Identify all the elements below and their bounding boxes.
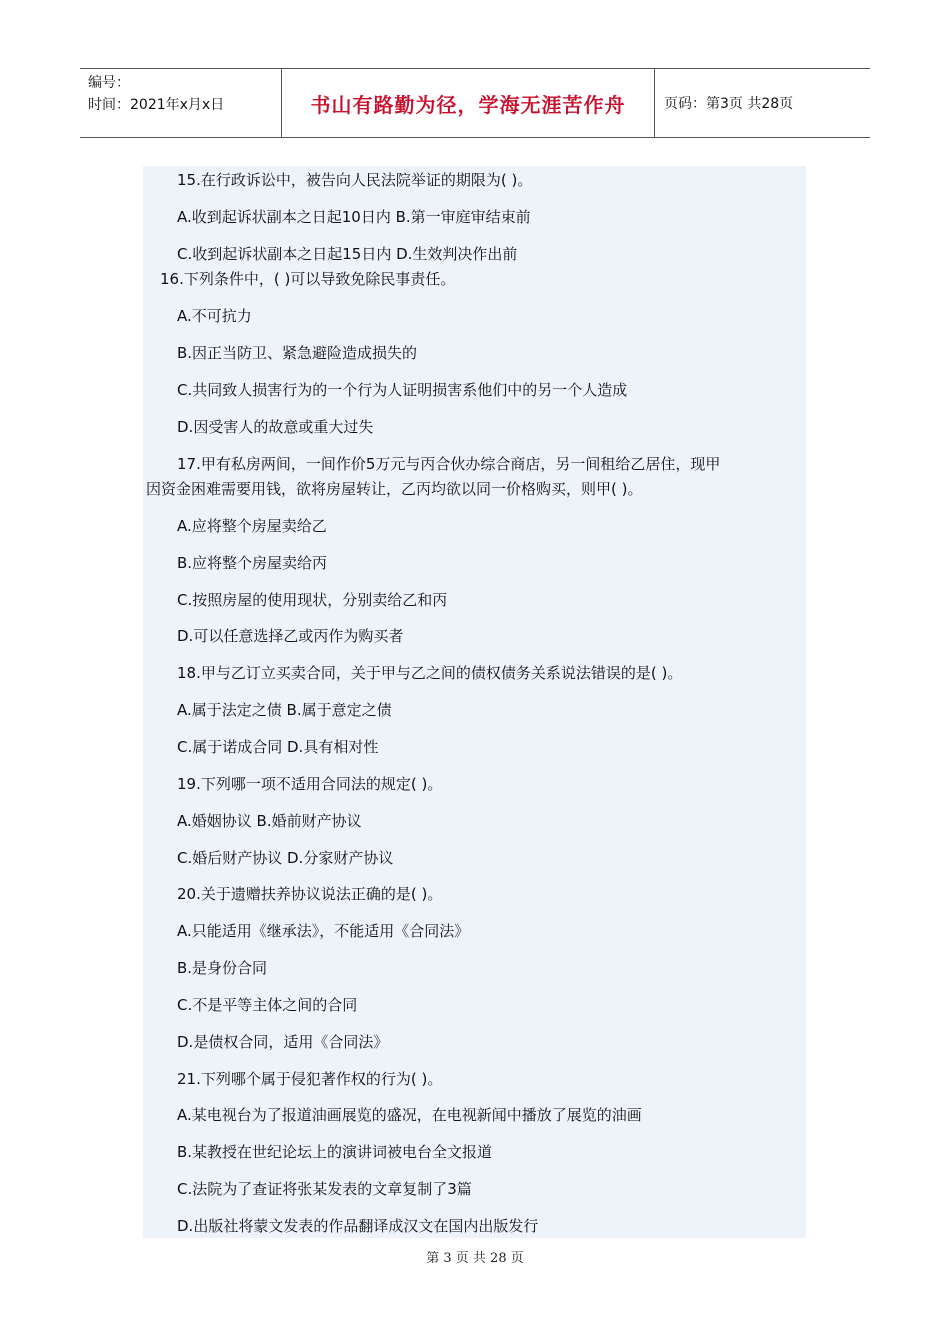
q21-option-d: D.出版社将蒙文发表的作品翻译成汉文在国内出版发行 bbox=[177, 1217, 539, 1235]
document-header bbox=[80, 68, 870, 138]
question-17-line2: 因资金困难需要用钱，欲将房屋转让，乙丙均欲以同一价格购买，则甲( )。 bbox=[146, 480, 643, 498]
q21-option-c: C.法院为了查证将张某发表的文章复制了3篇 bbox=[177, 1180, 472, 1198]
q17-option-d: D.可以任意选择乙或丙作为购买者 bbox=[177, 627, 404, 645]
number-label: 编号： bbox=[88, 75, 130, 91]
q21-option-a: A.某电视台为了报道油画展览的盛况，在电视新闻中播放了展览的油画 bbox=[177, 1106, 642, 1124]
q21-option-b: B.某教授在世纪论坛上的演讲词被电台全文报道 bbox=[177, 1143, 493, 1161]
q16-option-d: D.因受害人的故意或重大过失 bbox=[177, 418, 374, 436]
question-18: 18.甲与乙订立买卖合同，关于甲与乙之间的债权债务关系说法错误的是( )。 bbox=[177, 664, 683, 682]
header-left-cell bbox=[80, 69, 282, 137]
question-20: 20.关于遗赠扶养协议说法正确的是( )。 bbox=[177, 885, 443, 903]
time-label: 时间：2021年x月x日 bbox=[88, 97, 225, 113]
motto-text: 书山有路勤为径，学海无涯苦作舟 bbox=[310, 92, 626, 117]
q19-options-cd: C.婚后财产协议 D.分家财产协议 bbox=[177, 849, 394, 867]
q16-option-b: B.因正当防卫、紧急避险造成损失的 bbox=[177, 344, 418, 362]
q17-option-b: B.应将整个房屋卖给丙 bbox=[177, 554, 328, 572]
q20-option-d: D.是债权合同，适用《合同法》 bbox=[177, 1033, 389, 1051]
q15-options-ab: A.收到起诉状副本之日起10日内 B.第一审庭审结束前 bbox=[177, 208, 531, 226]
q16-option-c: C.共同致人损害行为的一个行为人证明损害系他们中的另一个人造成 bbox=[177, 381, 628, 399]
header-page-cell bbox=[655, 69, 870, 137]
q18-options-cd: C.属于诺成合同 D.具有相对性 bbox=[177, 738, 379, 756]
question-16: 16.下列条件中，( )可以导致免除民事责任。 bbox=[160, 270, 456, 288]
q15-options-cd: C.收到起诉状副本之日起15日内 D.生效判决作出前 bbox=[177, 245, 518, 263]
question-17-line1: 17.甲有私房两间，一间作价5万元与丙合伙办综合商店，另一间租给乙居住，现甲 bbox=[177, 455, 721, 473]
q17-option-c: C.按照房屋的使用现状，分别卖给乙和丙 bbox=[177, 591, 448, 609]
question-15: 15.在行政诉讼中，被告向人民法院举证的期限为( )。 bbox=[177, 171, 533, 189]
q18-options-ab: A.属于法定之债 B.属于意定之债 bbox=[177, 701, 392, 719]
q20-option-a: A.只能适用《继承法》，不能适用《合同法》 bbox=[177, 922, 470, 940]
question-21: 21.下列哪个属于侵犯著作权的行为( )。 bbox=[177, 1070, 443, 1088]
q20-option-c: C.不是平等主体之间的合同 bbox=[177, 996, 358, 1014]
q19-options-ab: A.婚姻协议 B.婚前财产协议 bbox=[177, 812, 362, 830]
header-motto-cell bbox=[282, 69, 655, 137]
page-info: 页码：第3页 共28页 bbox=[664, 96, 794, 112]
q16-option-a: A.不可抗力 bbox=[177, 307, 252, 325]
page-footer: 第 3 页 共 28 页 bbox=[426, 1251, 524, 1266]
q20-option-b: B.是身份合同 bbox=[177, 959, 268, 977]
q17-option-a: A.应将整个房屋卖给乙 bbox=[177, 517, 327, 535]
question-19: 19.下列哪一项不适用合同法的规定( )。 bbox=[177, 775, 443, 793]
